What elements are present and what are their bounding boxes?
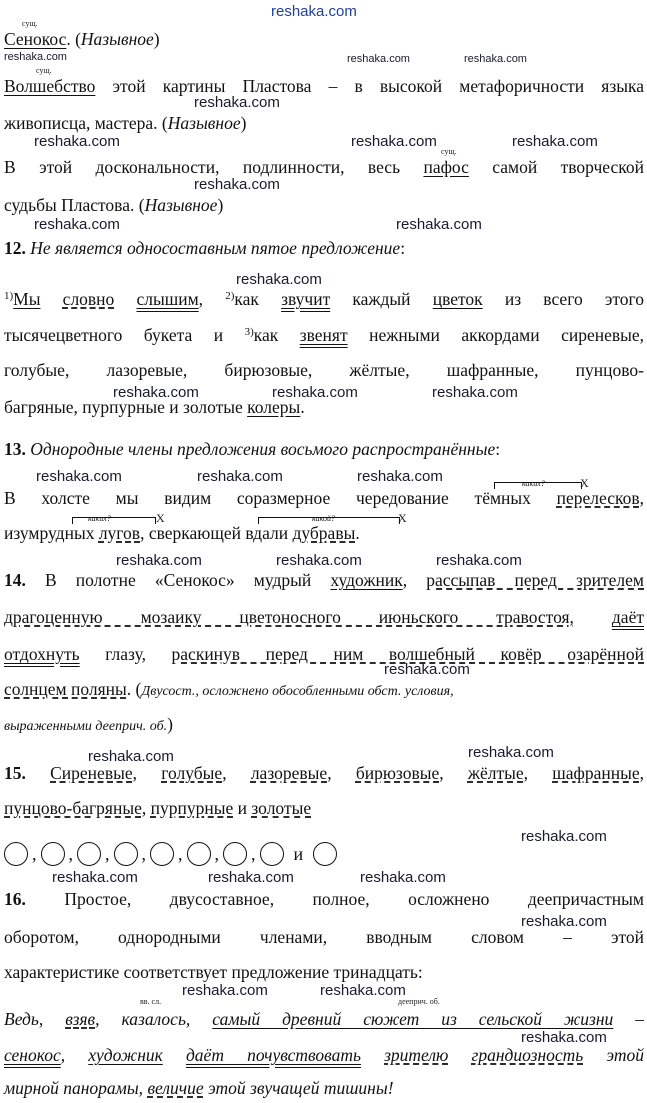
punct: , [32, 843, 37, 864]
punct: , [523, 763, 529, 783]
question-number: 14. [4, 570, 26, 590]
punct: , [105, 843, 110, 864]
watermark: reshaka.com [182, 982, 268, 999]
q15-line-2 [4, 798, 311, 819]
text: Простое, двусоставное, полное, осложнено деепричастным [64, 889, 644, 909]
watermark: reshaka.com [208, 869, 294, 886]
question-12-title [4, 238, 405, 259]
punct: , [639, 488, 644, 508]
q16-line-2: оборотом, однородными членами, вводным словом – этой [4, 927, 644, 947]
watermark: reshaka.com [194, 94, 280, 111]
predicate-word: даёт [611, 607, 644, 627]
watermark: reshaka.com [468, 744, 554, 761]
object-word: грандиозность [471, 1045, 584, 1065]
subject-word: художник [330, 570, 403, 590]
question-title: Не является односоставным пятое предложение [30, 238, 401, 258]
sentence-3-line-2 [4, 195, 223, 216]
punct: ) [240, 113, 247, 133]
watermark: reshaka.com [88, 748, 174, 765]
text: нежными аккордами сиреневые, [369, 325, 645, 345]
punct: , [439, 763, 444, 783]
text: Ведь, [4, 1009, 44, 1029]
punct: , [327, 763, 332, 783]
q14-line-1 [4, 569, 644, 591]
watermark: reshaka.com [436, 552, 522, 569]
q16-line-1 [4, 888, 644, 910]
punct: , [95, 1009, 100, 1029]
question-number: 15. [4, 763, 26, 783]
punct: – [613, 1009, 645, 1029]
q13-line-1 [4, 487, 644, 509]
attribute-word: дубравы [292, 523, 356, 543]
subject-word: Волшебство [4, 76, 96, 96]
question-label: каких? [522, 479, 545, 488]
watermark: reshaka.com [276, 552, 362, 569]
watermark: reshaka.com [34, 216, 120, 233]
circle-shape [313, 842, 337, 866]
noun-label: сущ. [441, 147, 457, 156]
subject-word: цветок [432, 289, 483, 309]
homogeneous-word: шафранные [552, 763, 640, 783]
homogeneous-word: золотые [251, 798, 312, 818]
watermark: reshaka.com [52, 869, 138, 886]
punct: : [495, 439, 501, 459]
top-watermark: reshaka.com [271, 3, 357, 20]
punct: , [178, 843, 183, 864]
punct: , [222, 763, 227, 783]
q16-line-3: характеристике соответствует предложение тринадцать: [4, 962, 423, 982]
watermark: reshaka.com [194, 176, 280, 193]
watermark: reshaka.com [464, 53, 527, 65]
subject-word: Мы [13, 289, 41, 309]
punct: . ( [126, 679, 142, 699]
text: этой картины Пластова – в высокой метафоричности языка [95, 76, 644, 96]
watermark: reshaka.com [34, 133, 120, 150]
q12-line-4 [4, 397, 305, 418]
punct: : [400, 238, 406, 258]
question-13-title [4, 439, 500, 460]
text: изумрудных [4, 523, 95, 543]
attribute-word: лугов [98, 523, 141, 543]
q14-line-4 [4, 679, 454, 700]
watermark: reshaka.com [272, 384, 358, 401]
punct: , [132, 763, 137, 783]
text: самой творческой [492, 157, 644, 177]
punct: ) [217, 195, 224, 215]
predicate-word: звучит [281, 289, 331, 309]
question-number: 16. [4, 889, 26, 909]
homogeneous-word: голубые [161, 763, 223, 783]
homogeneous-word: жёлтые [467, 763, 524, 783]
q14-line-3 [4, 643, 644, 665]
sentence-1 [4, 29, 160, 50]
text: как [234, 289, 259, 309]
text: как [253, 325, 279, 345]
text: каждый [352, 289, 411, 309]
text: В холсте мы видим соразмерное чередование тёмных [4, 488, 531, 508]
clause-marker: 2) [225, 290, 235, 302]
subject-word: Сенокос [4, 29, 67, 49]
subject-phrase: самый древний сюжет из сельской жизни [212, 1009, 614, 1029]
x-mark: X [156, 511, 165, 525]
text: этой [606, 1045, 645, 1065]
question-number: 13. [4, 439, 26, 459]
x-mark: X [580, 476, 589, 490]
punct: . [355, 523, 360, 543]
noun-label: сущ. [22, 19, 38, 28]
clause-marker: 3) [244, 326, 254, 338]
gerund-phrase: рассыпав перед зрителем [426, 570, 644, 590]
homogeneous-word: бирюзовые [355, 763, 440, 783]
sentence-type: Назывное [144, 195, 218, 215]
text: этой звучащей тишины! [208, 1078, 394, 1098]
circle-shape [41, 842, 65, 866]
circle-shape [223, 842, 247, 866]
watermark: reshaka.com [320, 982, 406, 999]
watermark: reshaka.com [512, 133, 598, 150]
watermark: reshaka.com [36, 468, 122, 485]
q14-line-2 [4, 606, 644, 628]
circle-shape [150, 842, 174, 866]
q12-line-1: $^{1)}$Мы словно слышим, $^{2)}$как звучит каждый цветок из всего этого [4, 289, 645, 309]
q12-line-3: голубые, лазоревые, бирюзовые, жёлтые, шафранные, пунцово- [4, 360, 644, 380]
object-word: величие [147, 1078, 204, 1098]
punct: . [300, 397, 305, 417]
noun-label: сущ. [36, 66, 52, 75]
subject-word: художник [88, 1045, 163, 1065]
sentence-type: выраженными дееприч. об. [4, 719, 168, 734]
watermark: reshaka.com [197, 468, 283, 485]
circle-shape [114, 842, 138, 866]
clause-marker: 1) [4, 290, 14, 302]
punct: , [185, 1009, 191, 1029]
homogeneous-word: лазоревые [250, 763, 328, 783]
homogeneous-scheme [4, 842, 337, 866]
predicate-word: отдохнуть [4, 644, 80, 664]
text: тысячецветного букета и [4, 325, 224, 345]
subject-word: пафос [423, 157, 469, 177]
gerund-word: взяв [65, 1009, 96, 1029]
q12-line-2 [4, 321, 644, 346]
watermark: reshaka.com [357, 468, 443, 485]
subject-word: колеры [247, 397, 301, 417]
punct: . ( [66, 29, 81, 49]
punct: ) [153, 29, 160, 49]
sentence-type: Двусост., осложнено обособленными обст. условия, [141, 684, 454, 699]
gerund-phrase: раскинув перед ним волшебный ковёр озарённой [171, 644, 645, 664]
gerund-phrase-label: дееприч. об. [398, 997, 440, 1006]
text: В полотне «Сенокос» мудрый [45, 570, 312, 590]
object-word: зрителю [384, 1045, 449, 1065]
watermark: reshaka.com [384, 661, 470, 678]
x-mark: X [398, 511, 407, 525]
watermark: reshaka.com [347, 53, 410, 65]
punct: , [402, 570, 427, 590]
sentence-type: Назывное [80, 29, 154, 49]
attribute-word: перелесков [556, 488, 640, 508]
watermark: reshaka.com [521, 1029, 607, 1046]
q16-line-4 [4, 1008, 644, 1030]
question-label: каких? [88, 514, 111, 523]
gerund-phrase: драгоценную мозаику цветоносного июньского травостоя, [4, 607, 574, 627]
watermark: reshaka.com [236, 271, 322, 288]
text: В этой доскональности, подлинности, весь [4, 157, 401, 177]
homogeneous-word: пунцово-багряные [4, 798, 142, 818]
sentence-2-line-2 [4, 113, 246, 134]
homogeneous-word: Сиреневые [50, 763, 133, 783]
punct: , [639, 763, 645, 783]
watermark: reshaka.com [360, 869, 446, 886]
question-title: Однородные члены предложения восьмого распространённые [30, 439, 496, 459]
intro-word: казалось [121, 1009, 186, 1029]
watermark: reshaka.com [396, 216, 482, 233]
circle-shape [77, 842, 101, 866]
particle-word: словно [62, 289, 115, 309]
punct: , [141, 798, 147, 818]
gerund-phrase: солнцем поляны [4, 679, 127, 699]
intro-word-label: вв. сл. [140, 997, 162, 1006]
predicate-word: звенят [299, 325, 348, 345]
watermark: reshaka.com [521, 828, 607, 845]
text: , сверкающей вдали [140, 523, 289, 543]
conjunction: и [293, 843, 304, 864]
question-label: какой? [312, 514, 335, 523]
punct: , [68, 843, 73, 864]
punct: , [214, 843, 219, 864]
punct: , [141, 843, 146, 864]
watermark: reshaka.com [521, 913, 607, 930]
sentence-type: Назывное [167, 113, 241, 133]
punct: ) [167, 714, 173, 734]
watermark: reshaka.com [351, 133, 437, 150]
conjunction: и [237, 798, 247, 818]
watermark: reshaka.com [4, 51, 67, 63]
circle-shape [4, 842, 28, 866]
q13-line-2 [4, 523, 360, 544]
text: живописца, мастера. ( [4, 113, 168, 133]
text: мирной панорамы, [4, 1078, 144, 1098]
q16-line-5 [4, 1044, 644, 1066]
sentence-3-line-1 [4, 156, 644, 178]
watermark: reshaka.com [113, 384, 199, 401]
q14-line-5 [4, 714, 173, 735]
homogeneous-word: пурпурные [150, 798, 234, 818]
q16-line-6 [4, 1078, 394, 1099]
punct: , [251, 843, 256, 864]
predicate-word: слышим [136, 289, 199, 309]
q15-line-1 [4, 762, 644, 784]
watermark: reshaka.com [116, 552, 202, 569]
punct: , [60, 1045, 89, 1065]
watermark: reshaka.com [432, 384, 518, 401]
predicate-phrase: даёт почувствовать [185, 1045, 361, 1065]
text: глазу, [105, 644, 146, 664]
text: из всего этого [504, 289, 645, 309]
text: багряные, пурпурные и золотые [4, 397, 243, 417]
circle-shape [260, 842, 284, 866]
predicate-word: сенокос [4, 1045, 61, 1065]
sentence-2-line-1 [4, 75, 644, 97]
question-number: 12. [4, 238, 26, 258]
circle-shape [187, 842, 211, 866]
text: судьбы Пластова. ( [4, 195, 145, 215]
